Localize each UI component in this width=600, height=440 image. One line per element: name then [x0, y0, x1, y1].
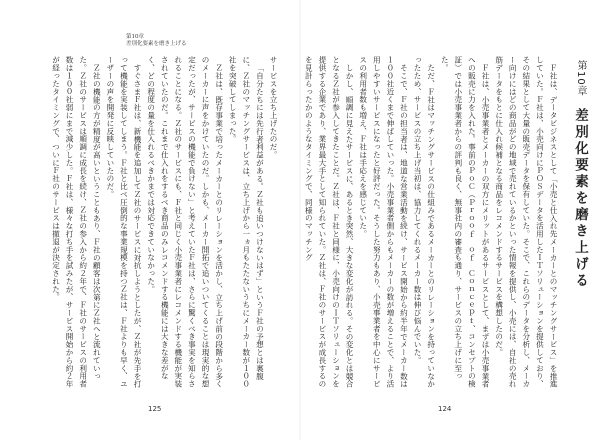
right-paragraph-2: Ｆ社は、小売事業者とメーカーの双方にメリットがあるサービスとして、まずは小売事業者への販売に力を入れた。事前のＰｏＣ（Ｐｒｏｏｆ ｏｆ Ｃｏｎｃｅｐｔ、コンセプトの検証）では小売事業者からの評判も良く、無事社内の審査も通り、サービスの立ち上げに至った。 — [440, 56, 491, 388]
chapter-heading — [560, 60, 590, 400]
page-number-left: 125 — [148, 405, 162, 413]
right-page — [300, 0, 600, 440]
running-head — [126, 34, 246, 48]
right-body-text — [304, 56, 560, 388]
right-paragraph-3: ただ、Ｆ社はマッチングサービスの仕組みであるメーカーとのリレーションを持っていなかったため、サービスの立ち上げ当初は、協力してくれるメーカー数は伸び悩んでいた。 — [413, 56, 436, 388]
right-paragraph-5: しかし、順調に見えたサービスに、あるとき突然、大きな変化が訪れる。その変化とは競合となるＺ社が参入してきたことだ。Ｚ社は、Ｆ社と同様に、小売向けのＩＴソリューションを提供する企業であり、業界最大手として知られていた。Ｚ社は、Ｆ社のサービスが成長するのを見計らったかのようなタイミングで、同様のマッチング — [304, 56, 355, 388]
chapter-title: 差別化要素を磨き上げる — [572, 107, 588, 290]
left-paragraph-4: すぐさまＦ社は、新機能を追加してＺ社のサービスに対抗しようとしたが、Ｚ社が先手を打って機能を実装してしまう。Ｆ社と比べ圧倒的な事業規模を持つＺ社は、Ｆ社よりも早く、ユーザーの声を開発に反映していたのだ。 — [105, 56, 143, 388]
left-paragraph-3: Ｚ社は、既存事業で培ったメーカーとのリレーションを活かし、立ち上げ前の段階から多くのメーカーに声をかけていたのだ。しかも、メーカー開拓で追いついてくることは現実的な想定だったが、サービスの機能で負けない」と考えていたＦ社は、さらに驚くべき事実を知らされることになる。Ｚ社のサービスにも、Ｆ社と同じく小売事業者にレコメンドする機能が実装されていたのだ。これまで仕入れをするべき商品のみレコメンドする機能には大きな差がなく、どの程度の量を仕入れるべきかまでは対応できていなかった。 — [146, 56, 224, 388]
left-paragraph-2: 「自分たちには先行者利益がある。Ｚ社も追いつけないはず」というＦ社の予想とは裏腹に、Ｚ社のマッチングサービスは、立ち上げから一ヵ月もたたないうちにメーカー数が１００社を突破してしまった。 — [228, 56, 265, 388]
left-paragraph-5: Ｚ社の機能の方が精度が高いということもあり、Ｆ社の顧客は次第にＺ社へと流れていった。Ｚ社のサービスは順調に成長を続け、Ｚ社の参入から約２年で、Ｆ社のサービスの利用者数は１００社弱にまで減少した。Ｆ社は、様々な打ち手を試みたが、サービス開始から約２年が経ったタイミングで、ついにＦ社のサービスは撤退が決定された。 — [51, 56, 102, 388]
right-paragraph-1: Ｆ社は、データビジネスとして「小売と仕入れ先メーカーとのマッチングサービス」を推進していた。Ｆ社は、小売向けにＰＯＳデータを活用したＩＴソリューションを提供しており、その結果として大量の販売データを保有していた。そこで、これらのデータを分析し、メーカー向けにはどの商品がどの地域で売れているかといった情報を提供し、小売には、自社の売れ筋データをもとに仕入れ候補となる商品をレコメンドするサービスを構想したのだ。 — [494, 56, 558, 388]
right-paragraph-4: そこで、Ｆ社の担当者は、地道な営業活動を続け、サービス開始から約半年でメーカー数は１００社近くまで伸ばしていった。小売事業者側からもメーカーの数が増えることで、より活用しやすいサービスになったと好評だった。そうした努力もあり、小売事業者を中心にサービスの利用者数も増え、Ｆ社は手応えを感じていた。 — [358, 56, 409, 388]
left-paragraph-1: サービスを立ち上げたのだ。 — [269, 56, 278, 159]
chapter-number: 第10章 — [575, 60, 586, 97]
left-body-text — [51, 56, 280, 388]
running-head-chapter: 第10章 — [126, 34, 144, 40]
running-head-title: 差別化要素を磨き上げる — [126, 41, 187, 47]
page-number-right: 124 — [438, 405, 452, 413]
